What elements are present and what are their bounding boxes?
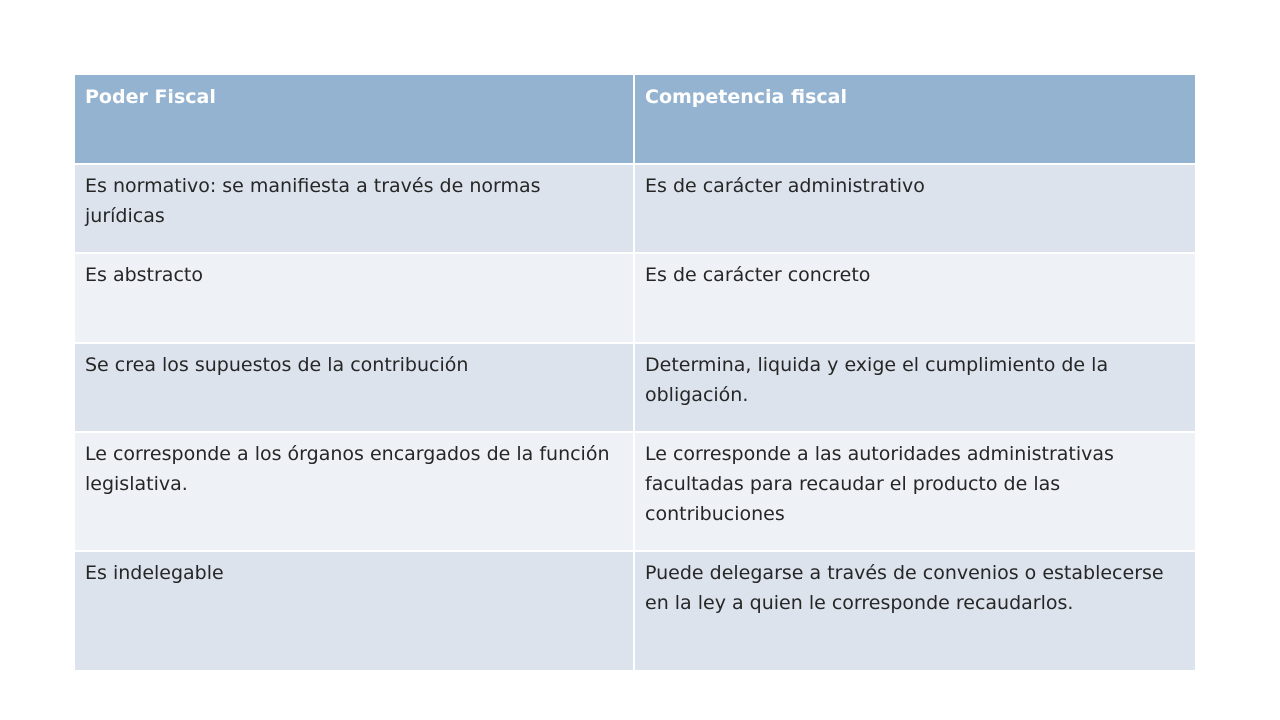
table-row	[75, 432, 1195, 551]
table-row	[75, 551, 1195, 670]
cell-competencia-fiscal: Determina, liquida y exige el cumplimiento de la obligación.	[634, 343, 1195, 432]
cell-poder-fiscal: Le corresponde a los órganos encargados de la función legislativa.	[85, 443, 610, 495]
cell-poder-fiscal: Es normativo: se manifiesta a través de normas jurídicas	[85, 175, 541, 227]
comparison-table	[75, 75, 1195, 670]
cell-poder-fiscal: Es abstracto	[85, 264, 203, 286]
cell-competencia-fiscal: Es de carácter administrativo	[634, 164, 1195, 253]
table-row	[75, 343, 1195, 432]
cell-poder-fiscal: Es indelegable	[85, 562, 224, 584]
cell-competencia-fiscal: Es de carácter concreto	[634, 253, 1195, 343]
cell-competencia-fiscal: Puede delegarse a través de convenios o establecerse en la ley a quien le corresponde recaudarlos.	[634, 551, 1195, 670]
cell-competencia-fiscal: Le corresponde a las autoridades administrativas facultadas para recaudar el producto de las contribuciones	[634, 432, 1195, 551]
table-header-row	[75, 75, 1195, 164]
header-competencia-fiscal: Competencia fiscal	[634, 75, 1195, 164]
cell-poder-fiscal: Se crea los supuestos de la contribución	[85, 354, 469, 376]
header-poder-fiscal: Poder Fiscal	[85, 86, 216, 108]
table-row	[75, 164, 1195, 253]
table-row	[75, 253, 1195, 343]
